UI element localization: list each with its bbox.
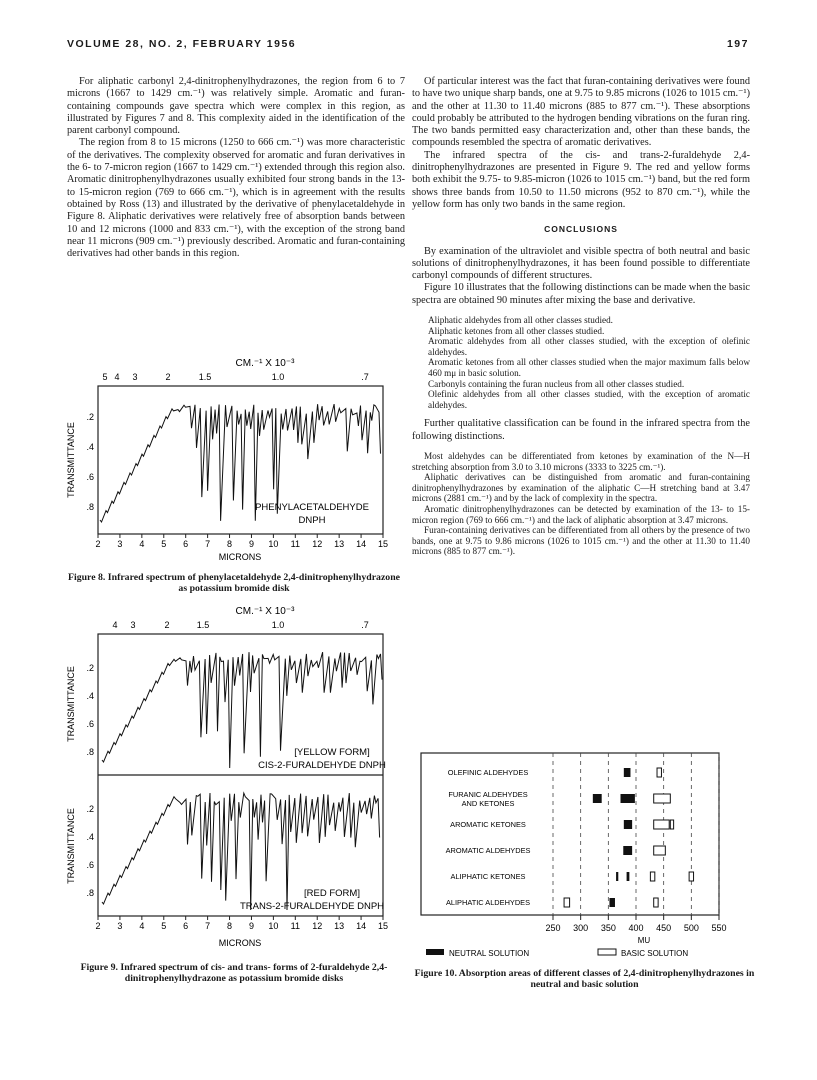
y-ticks xyxy=(86,412,94,512)
journal-header: VOLUME 28, NO. 2, FEBRUARY 1956 xyxy=(67,38,297,50)
x-tick-label: 3 xyxy=(117,921,123,931)
x-tick-label: 4 xyxy=(139,539,145,549)
compound-label: DNPH xyxy=(298,515,326,526)
top-tick: .7 xyxy=(361,620,369,630)
y-tick: .2 xyxy=(86,804,94,814)
x-axis-label: MU xyxy=(637,936,651,945)
top-tick: 1.0 xyxy=(271,372,285,382)
page-number: 197 xyxy=(726,38,749,50)
figure-8-caption: Figure 8. Infrared spectrum of phenylacetaldehyde 2,4-dinitrophenylhydrazone as potassium bromide disk xyxy=(67,572,400,594)
paragraph: Figure 10 illustrates that the following distinctions can be made when the basic spectra are obtained 90 minutes after mixing the base and derivative. xyxy=(412,282,750,306)
y-tick: .2 xyxy=(86,663,94,673)
paragraph: For aliphatic carbonyl 2,4-dinitrophenylhydrazones, the region from 6 to 7 microns (1667 to 1429 cm.⁻¹) was relatively simple. Aromatic and furan-containing compounds gave spectra which were complex in this region, as illustrated by Figures 7 and 8. This complexity aided in the identification of the parent carbonyl compound. xyxy=(67,76,405,137)
category-label: ALIPHATIC KETONES xyxy=(450,872,526,881)
red-form-label: [RED FORM] xyxy=(304,888,360,899)
top-ticks xyxy=(112,620,368,630)
left-text-block xyxy=(67,76,405,260)
x-tick-label: 12 xyxy=(312,921,323,931)
x-tick-label: 450 xyxy=(656,923,672,933)
figure-10-caption: Figure 10. Absorption areas of different classes of 2,4-dinitrophenylhydrazones in neutral and basic solution xyxy=(414,968,755,990)
list-item: Aromatic aldehydes from all other classes studied, with the exception of olefinic aldehydes. xyxy=(428,336,750,357)
list-item: Aliphatic derivatives can be distinguished from aromatic and furan-containing dinitrophenylhydrazones by examination of the aliphatic C—H stretching band at 3.47 microns (2881 cm.⁻¹) and by the lack of complexity in the spectra. xyxy=(412,472,750,504)
category-label: AROMATIC KETONES xyxy=(450,820,526,829)
category-labels xyxy=(446,768,531,907)
x-tick-label: 13 xyxy=(334,539,345,549)
neutral-bar xyxy=(624,768,631,777)
x-tick-label: 15 xyxy=(377,539,389,549)
y-tick: .8 xyxy=(86,888,94,898)
ir-distinctions-list xyxy=(412,451,750,557)
figure-9-caption: Figure 9. Infrared spectrum of cis- and trans- forms of 2-furaldehyde 2,4-dinitrophenylhydrazone as potassium bromide disks xyxy=(80,962,388,984)
legend-swatch-neutral xyxy=(426,949,444,955)
x-tick-label: 400 xyxy=(628,923,644,933)
list-item: Olefinic aldehydes from all other classes studied, with the exception of aromatic aldehydes. xyxy=(428,389,750,410)
y-tick: .2 xyxy=(86,412,94,422)
basic-bar xyxy=(670,820,673,829)
bars xyxy=(564,768,693,907)
basic-bar xyxy=(654,898,658,907)
x-axis-label: MICRONS xyxy=(218,552,262,562)
list-item: Furan-containing derivatives can be differentiated from all others by the presence of two bands, one at 9.75 to 9.86 microns (1026 to 1015 cm.⁻¹) and the other at 11.30 to 11.40 microns (885 to 877 cm.⁻¹). xyxy=(412,525,750,557)
basic-bar xyxy=(654,846,666,855)
category-label: AROMATIC ALDEHYDES xyxy=(445,846,531,855)
y-tick: .6 xyxy=(86,719,94,729)
y-ticks-top xyxy=(86,663,94,757)
list-item: Aliphatic aldehydes from all other classes studied. xyxy=(428,315,613,326)
neutral-bar xyxy=(621,794,635,803)
legend-label-basic: BASIC SOLUTION xyxy=(621,949,689,958)
top-ticks xyxy=(102,372,368,382)
x-tick-label: 14 xyxy=(356,921,367,931)
y-axis-label: TRANSMITTANCE xyxy=(66,666,76,742)
basic-bar xyxy=(657,768,661,777)
paragraph: The infrared spectra of the cis- and trans-2-furaldehyde 2,4-dinitrophenylhydrazones are presented in Figure 9. The red and yellow forms both exhibit the 9.75- to 9.85-micron (1026 to 1015 cm.⁻¹) band, but the red form shows three bands from 10.50 to 11.50 microns (952 to 870 cm.⁻¹), while the yellow form has only two bands in the same region. xyxy=(412,149,750,210)
cis-label: CIS-2-FURALDEHYDE DNPH xyxy=(258,760,386,771)
y-tick: .4 xyxy=(86,691,94,701)
top-tick: 3 xyxy=(130,620,136,630)
legend-swatch-basic xyxy=(598,949,616,955)
x-tick-label: 9 xyxy=(248,539,254,549)
top-tick: 4 xyxy=(114,372,120,382)
basic-bar xyxy=(654,794,671,803)
top-axis-label: CM.⁻¹ X 10⁻³ xyxy=(235,606,295,617)
category-label: AND KETONES xyxy=(461,799,515,808)
x-tick-label: 14 xyxy=(356,539,367,549)
x-tick-label: 4 xyxy=(139,921,145,931)
list-item: Carbonyls containing the furan nucleus from all other classes studied. xyxy=(428,378,685,389)
top-tick: 2 xyxy=(165,372,171,382)
y-axis-label: TRANSMITTANCE xyxy=(66,422,76,498)
category-label: ALIPHATIC ALDEHYDES xyxy=(445,898,531,907)
y-tick: .8 xyxy=(86,747,94,757)
neutral-bar xyxy=(609,898,615,907)
x-tick-label: 10 xyxy=(268,921,279,931)
paragraph: Of particular interest was the fact that furan-containing derivatives were found to have two unique sharp bands, one at 9.75 to 9.85 microns (1026 to 1015 cm.⁻¹) and the other at 11.30 to 11.40 microns (885 to 877 cm.⁻¹). These absorptions could probably be attributed to the hydrogen bending vibrations on the furan ring. The two bands permitted easy characterization and, other than these bands, the compounds resembled the spectra of aromatic derivatives. xyxy=(412,76,750,149)
top-tick: 5 xyxy=(102,372,108,382)
neutral-bar xyxy=(623,846,632,855)
trans-label: TRANS-2-FURALDEHYDE DNPH xyxy=(239,901,385,912)
grid-lines xyxy=(553,753,719,915)
distinctions-list xyxy=(412,315,750,410)
top-tick: .7 xyxy=(361,372,369,382)
top-tick: 1.5 xyxy=(196,620,210,630)
x-tick-label: 15 xyxy=(377,921,389,931)
x-tick-label: 250 xyxy=(545,923,561,933)
x-ticks xyxy=(545,915,726,933)
x-tick-label: 7 xyxy=(205,921,211,931)
neutral-bar xyxy=(624,820,632,829)
y-tick: .6 xyxy=(86,860,94,870)
x-tick-label: 10 xyxy=(268,539,279,549)
x-tick-label: 13 xyxy=(334,921,345,931)
x-ticks xyxy=(95,534,388,549)
x-tick-label: 300 xyxy=(573,923,589,933)
right-text-block xyxy=(412,76,750,557)
x-tick-label: 500 xyxy=(683,923,699,933)
section-heading: CONCLUSIONS xyxy=(544,224,618,235)
y-tick: .4 xyxy=(86,832,94,842)
x-tick-label: 8 xyxy=(227,539,233,549)
list-item: Aromatic ketones from all other classes studied when the major maximum falls below 460 mμ in basic solution. xyxy=(428,357,750,379)
x-tick-label: 6 xyxy=(183,921,189,931)
x-tick-label: 2 xyxy=(95,539,101,549)
basic-bar xyxy=(689,872,693,881)
neutral-bar xyxy=(593,794,602,803)
category-label: OLEFINIC ALDEHYDES xyxy=(447,768,529,777)
list-item: Aliphatic ketones from all other classes studied. xyxy=(428,325,605,336)
y-tick: .6 xyxy=(86,472,94,482)
top-tick: 3 xyxy=(132,372,138,382)
chart-frame xyxy=(421,753,719,915)
neutral-bar xyxy=(627,872,630,881)
top-tick: 2 xyxy=(164,620,170,630)
y-tick: .8 xyxy=(86,502,94,512)
x-tick-label: 7 xyxy=(205,539,211,549)
basic-bar xyxy=(654,820,669,829)
top-axis-label: CM.⁻¹ X 10⁻³ xyxy=(235,358,295,369)
top-tick: 4 xyxy=(112,620,118,630)
figure-8-spectrum xyxy=(60,350,400,570)
figure-10-chart xyxy=(418,750,758,965)
figure-9-spectrum xyxy=(60,598,400,960)
x-tick-label: 9 xyxy=(248,921,254,931)
paragraph: By examination of the ultraviolet and visible spectra of both neutral and basic solutions of dinitrophenylhydrazones, it has been found possible to differentiate carbonyl compounds of different structures. xyxy=(412,245,750,282)
x-tick-label: 5 xyxy=(161,921,167,931)
top-tick: 1.5 xyxy=(198,372,212,382)
x-tick-label: 8 xyxy=(227,921,233,931)
basic-bar xyxy=(564,898,570,907)
y-axis-label: TRANSMITTANCE xyxy=(66,808,76,884)
legend-label-neutral: NEUTRAL SOLUTION xyxy=(449,949,530,958)
x-tick-label: 550 xyxy=(711,923,727,933)
list-item: Aromatic dinitrophenylhydrazones can be detected by examination of the 13- to 15-micron region (769 to 666 cm.⁻¹) and the lack of aliphatic absorption at 3.47 microns. xyxy=(412,503,750,525)
x-axis-label: MICRONS xyxy=(218,938,262,948)
x-tick-label: 12 xyxy=(312,539,323,549)
x-tick-label: 2 xyxy=(95,921,101,931)
x-tick-label: 5 xyxy=(161,539,167,549)
x-tick-label: 350 xyxy=(600,923,616,933)
y-ticks-bottom xyxy=(86,804,94,898)
x-ticks xyxy=(95,916,388,931)
x-tick-label: 6 xyxy=(183,539,189,549)
yellow-form-label: [YELLOW FORM] xyxy=(294,747,370,758)
x-tick-label: 11 xyxy=(290,539,300,549)
neutral-bar xyxy=(616,872,618,881)
list-item: Most aldehydes can be differentiated from ketones by examination of the N—H stretching absorption from 3.0 to 3.10 microns (3333 to 3225 cm.⁻¹). xyxy=(412,450,750,472)
top-tick: 1.0 xyxy=(271,620,285,630)
compound-label: PHENYLACETALDEHYDE xyxy=(255,502,369,513)
paragraph: Further qualitative classification can be found in the infrared spectra from the following distinctions. xyxy=(412,418,750,442)
x-tick-label: 3 xyxy=(117,539,123,549)
y-tick: .4 xyxy=(86,442,94,452)
basic-bar xyxy=(650,872,654,881)
category-label: FURANIC ALDEHYDES xyxy=(448,790,528,799)
paragraph: The region from 8 to 15 microns (1250 to 666 cm.⁻¹) was more characteristic of the derivatives. The complexity observed for aromatic and furan derivatives in the 6- to 7-micron region (1667 to 1429 cm.⁻¹) extended through this region also. Aromatic dinitrophenylhydrazones usually exhibited four strong bands in the 13- to 15-micron region (769 to 666 cm.⁻¹), which is in agreement with the results obtained by Ross (13) and illustrated by the derivative of phenylacetaldehyde in Figure 8. Aliphatic derivatives were relatively free of absorption bands between 10 and 12 microns (1000 and 833 cm.⁻¹), with the exception of the strong band near 11 microns (909 cm.⁻¹) previously described. Aromatic and furan-containing derivatives had other bands in this region. xyxy=(67,137,405,260)
x-tick-label: 11 xyxy=(290,921,300,931)
